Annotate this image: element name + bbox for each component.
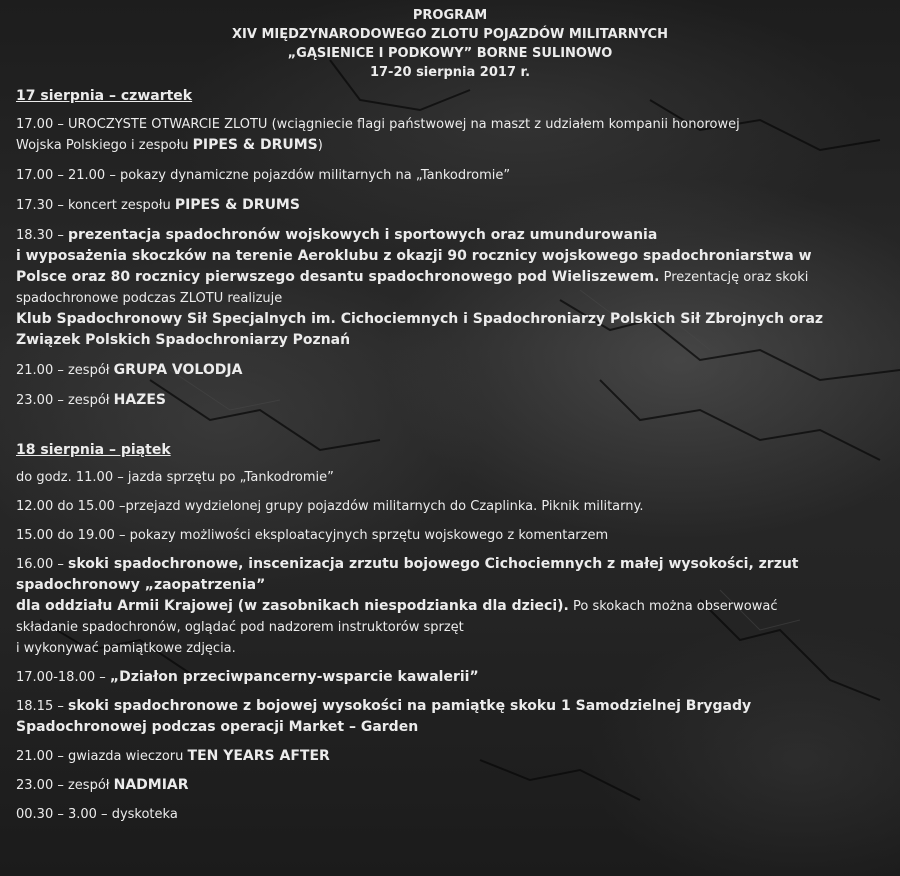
- event-bold: PIPES & DRUMS: [192, 137, 318, 153]
- day2-event-czaplinek: 12.00 do 15.00 –przejazd wydzielonej grupy pojazdów militarnych do Czaplinka. Piknik militarny.: [16, 499, 644, 514]
- event-bold: prezentacja spadochronów wojskowych i sportowych oraz umundurowania: [67, 227, 658, 243]
- header-dates: 17-20 sierpnia 2017 r.: [369, 65, 531, 80]
- day1-event-tankodrom: 17.00 – 21.00 – pokazy dynamiczne pojazdów militarnych na „Tankodromie”: [16, 168, 511, 183]
- day1-section: [16, 86, 884, 411]
- day2-event-tankodrom: do godz. 11.00 – jazda sprzętu po „Tankodromie”: [16, 470, 334, 485]
- header-event-name: XIV MIĘDZYNARODOWEGO ZLOTU POJAZDÓW MILITARNYCH: [232, 27, 668, 42]
- event-text: 18.15 –: [16, 699, 68, 714]
- event-bold: Spadochronowej podczas operacji Market – Garden: [16, 719, 419, 735]
- program-header: [16, 6, 884, 82]
- event-text: Po skokach można obserwować: [568, 599, 778, 614]
- day1-title: 17 sierpnia – czwartek: [16, 88, 193, 104]
- day2-section: [16, 440, 884, 825]
- event-bold: Klub Spadochronowy Sił Specjalnych im. Cichociemnych i Spadochroniarzy Polskich Sił Zbrojnych oraz: [16, 311, 824, 327]
- event-bold: Związek Polskich Spadochroniarzy Poznań: [16, 332, 351, 348]
- event-bold: PIPES & DRUMS: [174, 197, 300, 213]
- day1-event-opening: [16, 114, 884, 156]
- event-bold: Polsce oraz 80 rocznicy pierwszego desantu spadochronowego pod Wieliszewem.: [16, 269, 660, 285]
- event-text: i wykonywać pamiątkowe zdjęcia.: [16, 641, 236, 656]
- day2-event-market-garden: [16, 696, 884, 738]
- day1-event-volodja: [16, 360, 884, 381]
- event-text: 16.00 –: [16, 557, 68, 572]
- event-bold: NADMIAR: [113, 777, 189, 793]
- event-text: spadochronowe podczas ZLOTU realizuje: [16, 291, 283, 306]
- event-text: Prezentację oraz skoki: [659, 270, 809, 285]
- event-bold: spadochronowy „zaopatrzenia”: [16, 577, 266, 593]
- event-text: 21.00 – gwiazda wieczoru: [16, 749, 188, 764]
- event-text: 17.00-18.00 –: [16, 670, 110, 685]
- event-bold: skoki spadochronowe, inscenizacja zrzutu bojowego Cichociemnych z małej wysokości, zrzut: [67, 556, 799, 572]
- event-bold: HAZES: [113, 392, 166, 408]
- event-bold: skoki spadochronowe z bojowej wysokości na pamiątkę skoku 1 Samodzielnej Brygady: [67, 698, 752, 714]
- event-text: 23.00 – zespół: [16, 393, 114, 408]
- day2-event-cavalry: [16, 667, 884, 688]
- event-bold: „Działon przeciwpancerny-wsparcie kawalerii”: [109, 669, 479, 685]
- day2-title: 18 sierpnia – piątek: [16, 442, 171, 458]
- day1-event-concert: [16, 195, 884, 216]
- day2-event-equipment: 15.00 do 19.00 – pokazy możliwości eksploatacyjnych sprzętu wojskowego z komentarzem: [16, 528, 609, 543]
- event-text: 18.30 –: [16, 228, 68, 243]
- day2-event-ten-years-after: [16, 746, 884, 767]
- event-text: Wojska Polskiego i zespołu: [16, 138, 193, 153]
- day2-event-nadmiar: [16, 775, 884, 796]
- day1-event-parachutes: [16, 225, 884, 351]
- day1-event-hazes: [16, 390, 884, 411]
- event-text: ): [317, 138, 323, 153]
- header-program: PROGRAM: [412, 8, 488, 23]
- day2-event-disco: 00.30 – 3.00 – dyskoteka: [16, 807, 178, 822]
- event-bold: dla oddziału Armii Krajowej (w zasobnikach niespodzianka dla dzieci).: [16, 598, 569, 614]
- event-text: 23.00 – zespół: [16, 778, 114, 793]
- event-text: 17.00 – UROCZYSTE OTWARCIE ZLOTU (wciągniecie flagi państwowej na maszt z udziałem kompanii honorowej: [16, 117, 740, 132]
- event-text: 17.30 – koncert zespołu: [16, 198, 175, 213]
- event-bold: TEN YEARS AFTER: [187, 748, 330, 764]
- day2-event-parachute-drop: [16, 554, 884, 659]
- event-bold: i wyposażenia skoczków na terenie Aeroklubu z okazji 90 rocznicy wojskowego spadochroniarstwa w: [16, 248, 812, 264]
- event-bold: GRUPA VOLODJA: [113, 362, 243, 378]
- header-subtitle: „GĄSIENICE I PODKOWY” BORNE SULINOWO: [287, 46, 613, 61]
- event-text: składanie spadochronów, oglądać pod nadzorem instruktorów sprzęt: [16, 620, 464, 635]
- event-text: 21.00 – zespół: [16, 363, 114, 378]
